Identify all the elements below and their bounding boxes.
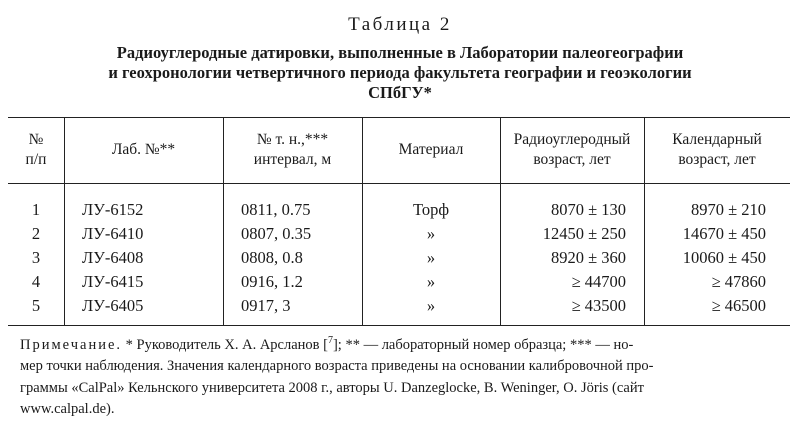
cell-num: 2 (31, 224, 41, 243)
cell-point: 0807, 0.35 (241, 224, 312, 243)
cell-lab: ЛУ-6410 (82, 224, 144, 243)
cell-point: 0808, 0.8 (241, 248, 303, 267)
table-row (0, 270, 800, 294)
cell-lab: ЛУ-6152 (82, 200, 144, 219)
header-point (223, 122, 362, 178)
cell-cal-age: ≥ 46500 (711, 296, 766, 315)
header-material-text: Материал (398, 141, 464, 158)
header-lab-text: Лаб. №** (111, 141, 176, 158)
table-note (20, 330, 782, 421)
cell-radio-age: ≥ 43500 (571, 296, 626, 315)
header-lab (64, 122, 223, 178)
cell-material: » (426, 248, 436, 267)
cell-material: » (426, 224, 436, 243)
note-reference: 7 (327, 335, 333, 346)
note-text: ]; ** — лабораторный номер образца; *** — но- (332, 336, 634, 353)
header-radio-age-text: Радиоуглеродный возраст, лет (513, 131, 631, 168)
cell-num: 5 (31, 296, 41, 315)
table-row (0, 222, 800, 246)
cell-point: 0916, 1.2 (241, 272, 303, 291)
table-title-line: и геохронологии четвертичного периода факультета географии и геоэкологии (108, 63, 692, 82)
table-caption: Таблица 2 (348, 14, 452, 35)
cell-material: Торф (412, 200, 450, 219)
cell-num: 3 (31, 248, 41, 267)
cell-lab: ЛУ-6415 (82, 272, 144, 291)
table-row (0, 198, 800, 222)
note-line: граммы «CalPal» Кельнского университета 2008 г., авторы U. Danzeglocke, B. Weninger, O. Jöris (сайт (20, 379, 644, 396)
table-row (0, 294, 800, 318)
cell-cal-age: 10060 ± 450 (682, 248, 766, 267)
table-top-rule (8, 117, 790, 118)
header-cal-age-text: Календарный возраст, лет (672, 131, 762, 168)
cell-radio-age: 8920 ± 360 (550, 248, 626, 267)
cell-material: » (426, 296, 436, 315)
cell-radio-age: 8070 ± 130 (550, 200, 626, 219)
cell-point: 0917, 3 (241, 296, 291, 315)
header-point-text: № т. н.,*** интервал, м (253, 131, 332, 168)
table-title-line: Радиоуглеродные датировки, выполненные в Лаборатории палеогеографии (116, 43, 684, 62)
table-title (20, 43, 780, 103)
header-radio-age (500, 122, 644, 178)
cell-cal-age: 8970 ± 210 (690, 200, 766, 219)
cell-cal-age: ≥ 47860 (711, 272, 766, 291)
cell-lab: ЛУ-6408 (82, 248, 144, 267)
cell-num: 1 (31, 200, 41, 219)
header-num-text: № п/п (25, 131, 47, 168)
note-text: * Руководитель Х. А. Арсланов [ (122, 336, 328, 353)
cell-point: 0811, 0.75 (241, 200, 311, 219)
header-cal-age (644, 122, 790, 178)
table-title-line: СПбГУ* (368, 83, 432, 102)
note-line (20, 330, 782, 356)
cell-material: » (426, 272, 436, 291)
note-label: Примечание. (20, 336, 123, 353)
table-bottom-rule (8, 325, 790, 326)
table-row (0, 246, 800, 270)
table-header-rule (8, 183, 790, 184)
header-num (8, 122, 64, 178)
cell-cal-age: 14670 ± 450 (682, 224, 766, 243)
cell-radio-age: 12450 ± 250 (542, 224, 626, 243)
note-line: мер точки наблюдения. Значения календарного возраста приведены на основании калибровочной про- (20, 358, 654, 375)
cell-radio-age: ≥ 44700 (571, 272, 626, 291)
cell-num: 4 (31, 272, 41, 291)
note-line: www.calpal.de). (20, 401, 115, 418)
header-material (362, 122, 500, 178)
cell-lab: ЛУ-6405 (82, 296, 144, 315)
